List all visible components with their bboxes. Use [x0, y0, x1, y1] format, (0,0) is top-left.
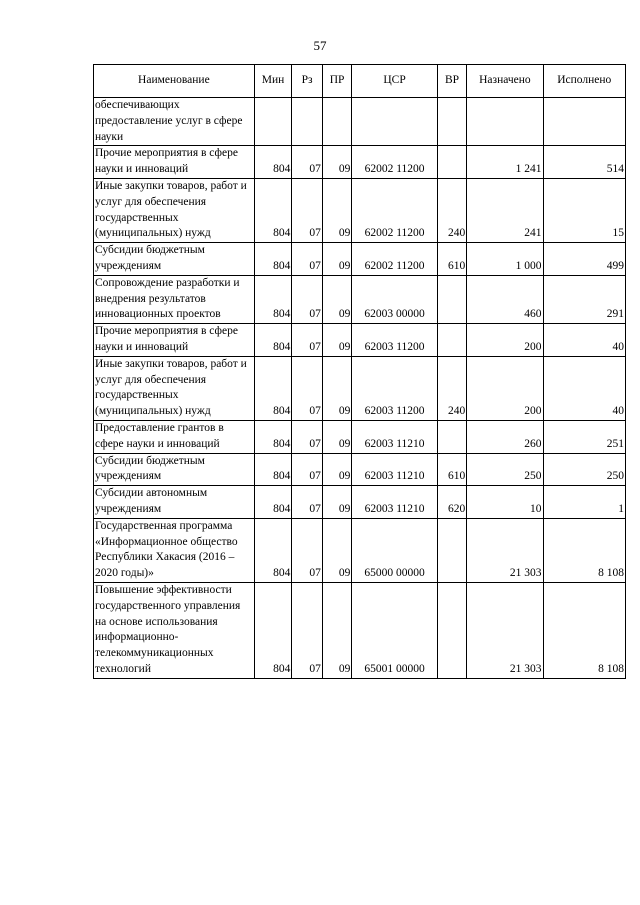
cell-vr: [437, 582, 466, 678]
table-row: [94, 243, 626, 276]
cell-assigned: [467, 98, 543, 146]
table-row: [94, 178, 626, 242]
cell-rz: 07: [292, 324, 323, 357]
cell-min: 804: [254, 518, 292, 582]
cell-csr: 62002 11200: [352, 243, 437, 276]
cell-executed: 514: [543, 146, 625, 179]
cell-vr: [437, 98, 466, 146]
table-row: [94, 146, 626, 179]
header-vr: ВР: [437, 65, 466, 98]
budget-table: [93, 64, 626, 679]
cell-rz: 07: [292, 275, 323, 323]
cell-pr: 09: [322, 178, 351, 242]
cell-csr: 62003 11200: [352, 324, 437, 357]
cell-min: 804: [254, 486, 292, 519]
cell-assigned: 460: [467, 275, 543, 323]
cell-name: Сопровождение разработки и внедрения результатов инновационных проектов: [94, 275, 255, 323]
table-row: [94, 275, 626, 323]
cell-vr: [437, 275, 466, 323]
cell-name: обеспечивающих предоставление услуг в сфере науки: [94, 98, 255, 146]
cell-executed: [543, 98, 625, 146]
table-row: [94, 324, 626, 357]
cell-pr: 09: [322, 275, 351, 323]
header-assigned: Назначено: [467, 65, 543, 98]
table-row: [94, 486, 626, 519]
cell-name: Иные закупки товаров, работ и услуг для обеспечения государственных (муниципальных) нужд: [94, 356, 255, 420]
cell-assigned: 250: [467, 453, 543, 486]
cell-executed: 40: [543, 324, 625, 357]
cell-name: Субсидии бюджетным учреждениям: [94, 453, 255, 486]
cell-assigned: 1 000: [467, 243, 543, 276]
cell-vr: 620: [437, 486, 466, 519]
cell-name: Прочие мероприятия в сфере науки и инноваций: [94, 146, 255, 179]
cell-min: 804: [254, 582, 292, 678]
page-number: 57: [313, 38, 327, 53]
cell-min: 804: [254, 420, 292, 453]
cell-name: Повышение эффективности государственного управления на основе использования информационно-телекоммуникационных технологий: [94, 582, 255, 678]
cell-executed: 40: [543, 356, 625, 420]
table-row: [94, 420, 626, 453]
cell-pr: 09: [322, 453, 351, 486]
cell-min: 804: [254, 453, 292, 486]
cell-csr: 62003 11210: [352, 453, 437, 486]
cell-rz: 07: [292, 582, 323, 678]
cell-rz: [292, 98, 323, 146]
cell-vr: [437, 146, 466, 179]
table-row: [94, 582, 626, 678]
table-row: [94, 356, 626, 420]
cell-assigned: 200: [467, 324, 543, 357]
cell-vr: 240: [437, 178, 466, 242]
header-executed: Исполнено: [543, 65, 625, 98]
cell-executed: 8 108: [543, 582, 625, 678]
cell-rz: 07: [292, 243, 323, 276]
cell-executed: 251: [543, 420, 625, 453]
cell-vr: [437, 518, 466, 582]
table-row: [94, 518, 626, 582]
cell-min: 804: [254, 324, 292, 357]
cell-pr: 09: [322, 582, 351, 678]
cell-min: 804: [254, 243, 292, 276]
cell-assigned: 1 241: [467, 146, 543, 179]
cell-min: [254, 98, 292, 146]
cell-csr: 62003 11200: [352, 356, 437, 420]
cell-executed: 15: [543, 178, 625, 242]
header-name: Наименование: [94, 65, 255, 98]
cell-assigned: 260: [467, 420, 543, 453]
cell-vr: 610: [437, 453, 466, 486]
cell-name: Государственная программа «Информационное общество Республики Хакасия (2016 – 2020 годы)»: [94, 518, 255, 582]
cell-min: 804: [254, 356, 292, 420]
cell-csr: 62003 11210: [352, 486, 437, 519]
cell-pr: [322, 98, 351, 146]
cell-csr: 62002 11200: [352, 146, 437, 179]
cell-pr: 09: [322, 146, 351, 179]
header-rz: Рз: [292, 65, 323, 98]
cell-assigned: 21 303: [467, 582, 543, 678]
cell-assigned: 241: [467, 178, 543, 242]
cell-assigned: 200: [467, 356, 543, 420]
cell-min: 804: [254, 146, 292, 179]
cell-executed: 499: [543, 243, 625, 276]
cell-vr: [437, 420, 466, 453]
cell-rz: 07: [292, 420, 323, 453]
cell-rz: 07: [292, 453, 323, 486]
table-body: [94, 98, 626, 679]
cell-pr: 09: [322, 243, 351, 276]
cell-rz: 07: [292, 486, 323, 519]
cell-csr: [352, 98, 437, 146]
cell-rz: 07: [292, 178, 323, 242]
cell-rz: 07: [292, 356, 323, 420]
cell-csr: 62003 00000: [352, 275, 437, 323]
cell-executed: 250: [543, 453, 625, 486]
cell-csr: 65000 00000: [352, 518, 437, 582]
cell-csr: 62002 11200: [352, 178, 437, 242]
cell-pr: 09: [322, 324, 351, 357]
cell-name: Субсидии автономным учреждениям: [94, 486, 255, 519]
cell-name: Субсидии бюджетным учреждениям: [94, 243, 255, 276]
cell-executed: 1: [543, 486, 625, 519]
cell-min: 804: [254, 275, 292, 323]
cell-csr: 65001 00000: [352, 582, 437, 678]
cell-pr: 09: [322, 518, 351, 582]
header-min: Мин: [254, 65, 292, 98]
cell-pr: 09: [322, 486, 351, 519]
cell-vr: 610: [437, 243, 466, 276]
cell-executed: 8 108: [543, 518, 625, 582]
cell-csr: 62003 11210: [352, 420, 437, 453]
table-row: [94, 98, 626, 146]
cell-vr: [437, 324, 466, 357]
header-pr: ПР: [322, 65, 351, 98]
cell-pr: 09: [322, 356, 351, 420]
cell-executed: 291: [543, 275, 625, 323]
cell-name: Предоставление грантов в сфере науки и инноваций: [94, 420, 255, 453]
cell-rz: 07: [292, 146, 323, 179]
cell-name: Прочие мероприятия в сфере науки и инноваций: [94, 324, 255, 357]
header-csr: ЦСР: [352, 65, 437, 98]
table-header-row: [94, 65, 626, 98]
cell-min: 804: [254, 178, 292, 242]
cell-assigned: 10: [467, 486, 543, 519]
cell-rz: 07: [292, 518, 323, 582]
table-row: [94, 453, 626, 486]
cell-pr: 09: [322, 420, 351, 453]
cell-name: Иные закупки товаров, работ и услуг для обеспечения государственных (муниципальных) нужд: [94, 178, 255, 242]
cell-assigned: 21 303: [467, 518, 543, 582]
cell-vr: 240: [437, 356, 466, 420]
